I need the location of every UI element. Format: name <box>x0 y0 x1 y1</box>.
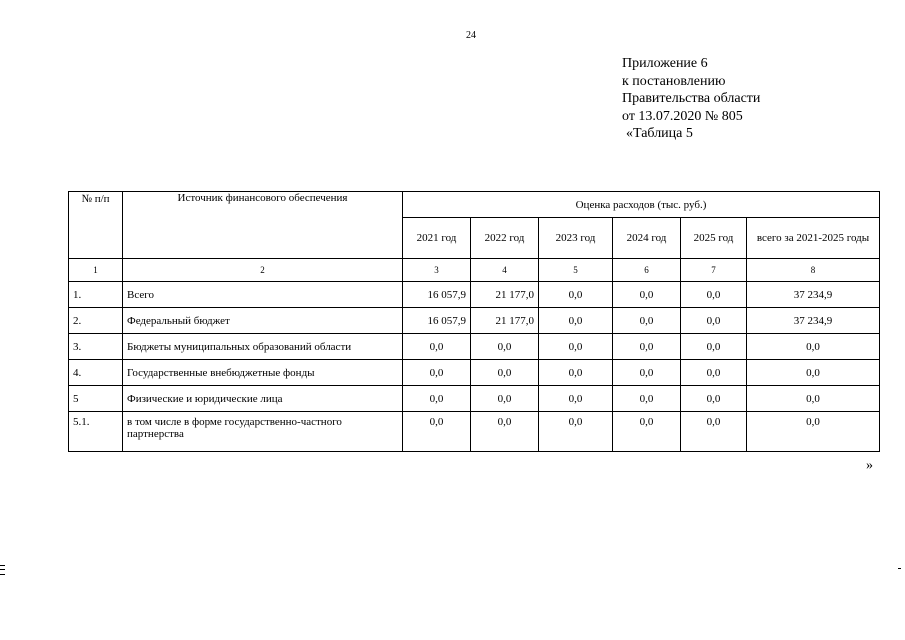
appendix-authority: Правительства области <box>622 91 761 106</box>
row-total: 0,0 <box>747 360 880 386</box>
row-value: 0,0 <box>539 308 613 334</box>
header-year: 2021 год <box>403 218 471 259</box>
row-value: 0,0 <box>539 360 613 386</box>
table-row <box>69 360 880 386</box>
row-value: 0,0 <box>471 386 539 412</box>
header-estimate: Оценка расходов (тыс. руб.) <box>403 192 880 218</box>
row-value: 0,0 <box>681 360 747 386</box>
table-row <box>69 386 880 412</box>
header-year: 2023 год <box>539 218 613 259</box>
row-value: 0,0 <box>471 334 539 360</box>
index-cell: 2 <box>123 259 403 282</box>
row-value: 0,0 <box>681 334 747 360</box>
row-source: Бюджеты муниципальных образований области <box>123 334 403 360</box>
row-value: 0,0 <box>613 334 681 360</box>
header-source: Источник финансового обеспечения <box>123 192 403 259</box>
index-cell: 7 <box>681 259 747 282</box>
table-row <box>69 282 880 308</box>
row-number: 5 <box>69 386 123 412</box>
row-total: 0,0 <box>747 412 880 452</box>
appendix-block <box>622 55 760 143</box>
appendix-ref: к постановлению <box>622 73 726 89</box>
row-total: 37 234,9 <box>747 308 880 334</box>
scan-edge-dot <box>898 568 901 569</box>
row-value: 0,0 <box>539 412 613 452</box>
row-value: 21 177,0 <box>471 282 539 308</box>
table-row <box>69 308 880 334</box>
row-value: 0,0 <box>403 334 471 360</box>
row-number: 2. <box>69 308 123 334</box>
row-value: 0,0 <box>471 412 539 452</box>
index-cell: 8 <box>747 259 880 282</box>
row-value: 0,0 <box>613 308 681 334</box>
financing-table <box>68 191 880 452</box>
row-number: 1. <box>69 282 123 308</box>
index-cell: 6 <box>613 259 681 282</box>
index-cell: 1 <box>69 259 123 282</box>
row-number: 5.1. <box>69 412 123 452</box>
row-source: в том числе в форме государственно-частного партнерства <box>123 412 403 452</box>
row-value: 0,0 <box>613 282 681 308</box>
header-year: 2022 год <box>471 218 539 259</box>
row-value: 0,0 <box>613 360 681 386</box>
appendix-title: Приложение 6 <box>622 56 708 71</box>
row-value: 0,0 <box>403 412 471 452</box>
table-row <box>69 334 880 360</box>
row-source: Всего <box>123 282 403 308</box>
row-number: 3. <box>69 334 123 360</box>
header-num: № п/п <box>69 192 123 259</box>
appendix-date-number: от 13.07.2020 № 805 <box>622 108 743 124</box>
row-source: Физические и юридические лица <box>123 386 403 412</box>
row-value: 16 057,9 <box>403 308 471 334</box>
row-total: 37 234,9 <box>747 282 880 308</box>
page-number: 24 <box>466 30 476 41</box>
row-number: 4. <box>69 360 123 386</box>
header-year: 2024 год <box>613 218 681 259</box>
table-caption: «Таблица 5 <box>626 126 693 141</box>
row-total: 0,0 <box>747 386 880 412</box>
table-index-row <box>69 259 880 282</box>
row-total: 0,0 <box>747 334 880 360</box>
row-value: 16 057,9 <box>403 282 471 308</box>
row-value: 0,0 <box>613 412 681 452</box>
closing-quote: » <box>866 458 873 473</box>
row-value: 0,0 <box>681 308 747 334</box>
row-value: 0,0 <box>539 334 613 360</box>
row-value: 0,0 <box>681 412 747 452</box>
header-total: всего за 2021-2025 годы <box>747 218 880 259</box>
row-value: 0,0 <box>613 386 681 412</box>
row-value: 0,0 <box>403 360 471 386</box>
scan-edge-mark <box>0 565 5 575</box>
row-value: 0,0 <box>681 282 747 308</box>
row-value: 0,0 <box>539 282 613 308</box>
header-year: 2025 год <box>681 218 747 259</box>
table-header-row <box>69 192 880 218</box>
table-row <box>69 412 880 452</box>
row-value: 0,0 <box>403 386 471 412</box>
index-cell: 4 <box>471 259 539 282</box>
row-value: 0,0 <box>471 360 539 386</box>
row-source: Государственные внебюджетные фонды <box>123 360 403 386</box>
row-value: 0,0 <box>681 386 747 412</box>
row-source: Федеральный бюджет <box>123 308 403 334</box>
row-value: 0,0 <box>539 386 613 412</box>
index-cell: 3 <box>403 259 471 282</box>
row-value: 21 177,0 <box>471 308 539 334</box>
index-cell: 5 <box>539 259 613 282</box>
